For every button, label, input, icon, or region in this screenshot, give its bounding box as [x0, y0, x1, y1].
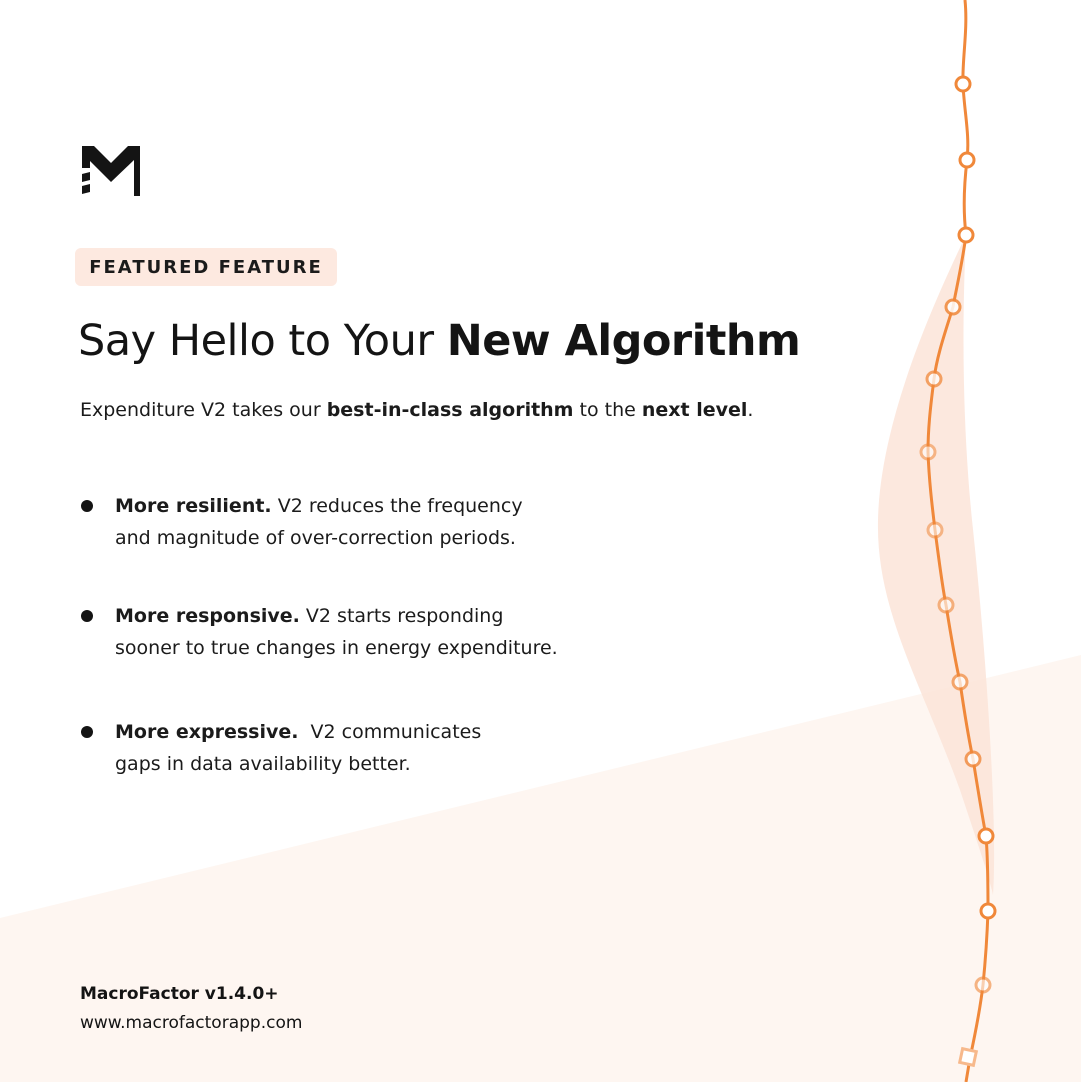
website-link[interactable]: www.macrofactorapp.com — [80, 1013, 303, 1033]
data-point-marker — [976, 978, 990, 992]
data-point-marker — [928, 523, 942, 537]
featured-feature-badge — [75, 248, 337, 286]
subtitle-bold-1: best-in-class algorithm — [326, 399, 574, 421]
footer — [80, 980, 302, 1038]
bullet-dot — [81, 500, 93, 512]
feature-line-2: and magnitude of over-correction periods. — [115, 527, 516, 549]
app-version: MacroFactor v1.4.0+ — [80, 984, 279, 1004]
subtitle — [80, 399, 753, 421]
subtitle-bold-2: next level — [641, 399, 748, 421]
feature-item-responsive — [78, 600, 558, 664]
subtitle-text-1: Expenditure V2 takes our — [80, 399, 327, 421]
subtitle-text-2: to the — [573, 399, 642, 421]
page-title — [78, 316, 800, 366]
feature-line-2: gaps in data availability better. — [115, 753, 411, 775]
data-point-marker — [981, 904, 995, 918]
data-point-marker — [921, 445, 935, 459]
data-point-marker — [979, 829, 993, 843]
data-point-marker — [946, 300, 960, 314]
feature-line-1: V2 communicates — [298, 721, 482, 743]
feature-label: More expressive. — [115, 721, 299, 743]
data-point-marker — [939, 598, 953, 612]
data-point-marker — [927, 372, 941, 386]
bullet-dot — [81, 726, 93, 738]
subtitle-text-3: . — [747, 399, 754, 421]
bullet-dot — [81, 610, 93, 622]
data-point-marker — [960, 153, 974, 167]
data-point-marker — [953, 675, 967, 689]
feature-line-1: V2 reduces the frequency — [271, 495, 523, 517]
data-point-marker-square — [960, 1049, 977, 1066]
feature-label: More resilient. — [115, 495, 272, 517]
feature-label: More responsive. — [115, 605, 300, 627]
feature-item-expressive — [78, 716, 481, 780]
badge-label: FEATURED FEATURE — [89, 256, 323, 278]
feature-item-resilient — [78, 490, 523, 554]
data-point-marker — [959, 228, 973, 242]
data-point-marker — [956, 77, 970, 91]
macrofactor-logo-icon — [82, 146, 140, 198]
title-regular: Say Hello to Your — [78, 316, 447, 366]
feature-line-2: sooner to true changes in energy expenditure. — [115, 637, 558, 659]
data-point-marker — [966, 752, 980, 766]
feature-line-1: V2 starts responding — [299, 605, 504, 627]
title-bold: New Algorithm — [446, 316, 801, 366]
